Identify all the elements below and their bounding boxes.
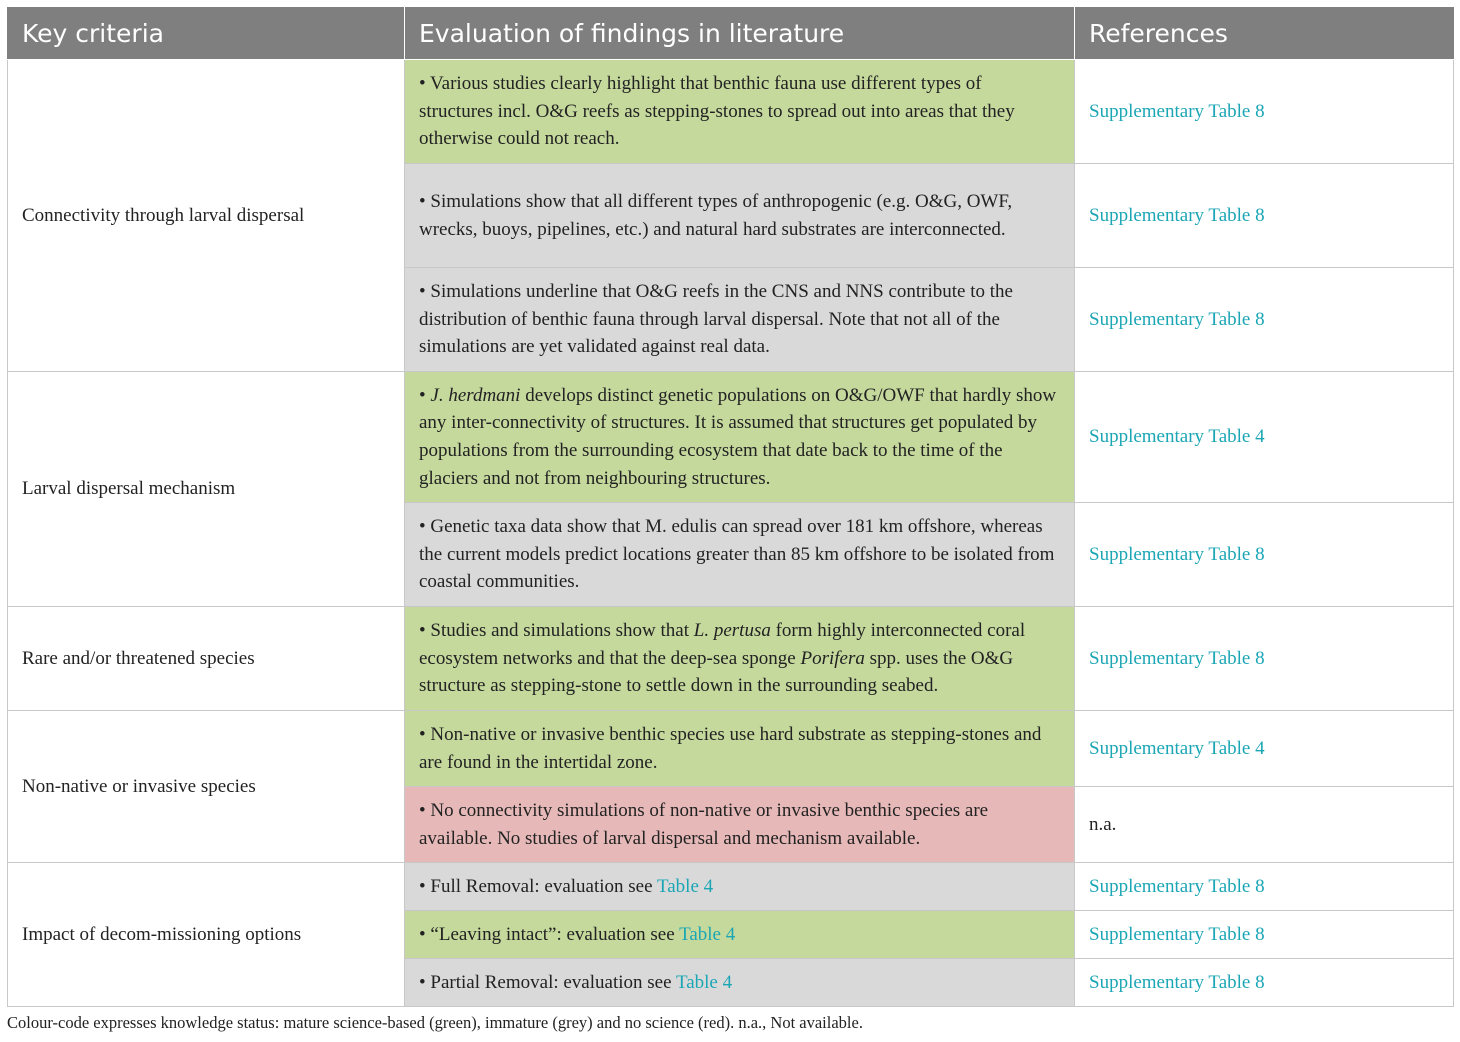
evaluation-cell xyxy=(405,959,1075,1007)
evaluation-text: • Partial Removal: evaluation see xyxy=(419,971,676,993)
evaluation-cell xyxy=(405,911,1075,959)
key-criterion-cell: Rare and/or threatened species xyxy=(8,607,405,711)
key-criterion-cell: Non-native or invasive species xyxy=(8,711,405,863)
reference-text[interactable]: Supplementary Table 8 xyxy=(1089,543,1265,565)
evaluation-cell: • Simulations show that all different types of anthropogenic (e.g. O&G, OWF, wrecks, buoys, pipelines, etc.) and natural hard substrates are interconnected. xyxy=(405,164,1075,268)
table-footnote: Colour-code expresses knowledge status: mature science-based (green), immature (grey) and no science (red). n.a., Not available. xyxy=(7,1013,863,1032)
evaluation-cell: • Genetic taxa data show that M. edulis can spread over 181 km offshore, whereas the current models predict locations greater than 85 km offshore to be isolated from coastal communities. xyxy=(405,503,1075,607)
reference-text[interactable]: Supplementary Table 8 xyxy=(1089,647,1265,669)
species-name: Porifera xyxy=(800,647,865,669)
reference-text[interactable]: Supplementary Table 4 xyxy=(1089,426,1265,448)
reference-text[interactable]: Supplementary Table 4 xyxy=(1089,737,1265,759)
reference-text[interactable]: Supplementary Table 8 xyxy=(1089,204,1265,226)
species-name: L. pertusa xyxy=(693,619,771,641)
table-row xyxy=(8,372,1454,503)
key-criterion-cell: Larval dispersal mechanism xyxy=(8,372,405,607)
table-row xyxy=(8,863,1454,911)
findings-table xyxy=(7,7,1454,1007)
table-row xyxy=(8,60,1454,164)
reference-text[interactable]: Supplementary Table 8 xyxy=(1089,875,1265,897)
reference-text[interactable]: Supplementary Table 8 xyxy=(1089,308,1265,330)
reference-link[interactable] xyxy=(1075,268,1454,372)
reference-link[interactable] xyxy=(1075,164,1454,268)
species-name: J. herdmani xyxy=(430,384,521,406)
reference-link[interactable] xyxy=(1075,372,1454,503)
reference-link[interactable] xyxy=(1075,911,1454,959)
evaluation-text: develops distinct genetic populations on O&G/OWF that hardly show any inter-connectivity of structures. It is assumed that structures get populated by populations from the surrounding ecosystem that date back to the time of the glaciers and not from neighbouring structures. xyxy=(419,384,1057,489)
reference-link[interactable] xyxy=(1075,607,1454,711)
evaluation-text: • “Leaving intact”: evaluation see xyxy=(419,923,680,945)
evaluation-text: • xyxy=(419,384,431,406)
reference-link[interactable] xyxy=(1075,711,1454,787)
table-4-link[interactable]: Table 4 xyxy=(679,923,736,945)
key-criterion-cell: Impact of decom-missioning options xyxy=(8,863,405,1007)
reference-link[interactable] xyxy=(1075,503,1454,607)
header-references: References xyxy=(1075,7,1454,60)
reference-text[interactable]: Supplementary Table 8 xyxy=(1089,923,1265,945)
evaluation-cell: • No connectivity simulations of non-native or invasive benthic species are available. No studies of larval dispersal and mechanism available. xyxy=(405,787,1075,863)
table-4-link[interactable]: Table 4 xyxy=(656,875,714,897)
header-key-criteria: Key criteria xyxy=(8,7,405,60)
evaluation-text: • Full Removal: evaluation see xyxy=(419,875,657,897)
table-row xyxy=(8,711,1454,787)
table-container xyxy=(7,7,1453,1007)
reference-text[interactable]: Supplementary Table 8 xyxy=(1089,971,1265,993)
evaluation-text: • Studies and simulations show that xyxy=(419,619,694,641)
reference-text[interactable]: Supplementary Table 8 xyxy=(1089,100,1265,122)
header-row xyxy=(8,7,1454,60)
evaluation-cell: • Simulations underline that O&G reefs in the CNS and NNS contribute to the distribution of benthic fauna through larval dispersal. Note that not all of the simulations are yet validated against real data. xyxy=(405,268,1075,372)
evaluation-text: spp. uses the O&G structure as stepping-stone to settle down in the surrounding seabed. xyxy=(419,647,1014,697)
evaluation-cell xyxy=(405,607,1075,711)
reference-link[interactable] xyxy=(1075,60,1454,164)
evaluation-cell xyxy=(405,863,1075,911)
table-row xyxy=(8,607,1454,711)
reference-link[interactable] xyxy=(1075,959,1454,1007)
evaluation-cell: • Various studies clearly highlight that benthic fauna use different types of structures incl. O&G reefs as stepping-stones to spread out into areas that they otherwise could not reach. xyxy=(405,60,1075,164)
table-4-link[interactable]: Table 4 xyxy=(675,971,733,993)
evaluation-cell xyxy=(405,372,1075,503)
key-criterion-cell: Connectivity through larval dispersal xyxy=(8,60,405,372)
reference-cell: n.a. xyxy=(1075,787,1454,863)
evaluation-text: form highly interconnected coral ecosystem networks and that the deep-sea sponge xyxy=(419,619,1026,669)
header-evaluation: Evaluation of findings in literature xyxy=(405,7,1075,60)
evaluation-cell: • Non-native or invasive benthic species use hard substrate as stepping-stones and are found in the intertidal zone. xyxy=(405,711,1075,787)
reference-link[interactable] xyxy=(1075,863,1454,911)
